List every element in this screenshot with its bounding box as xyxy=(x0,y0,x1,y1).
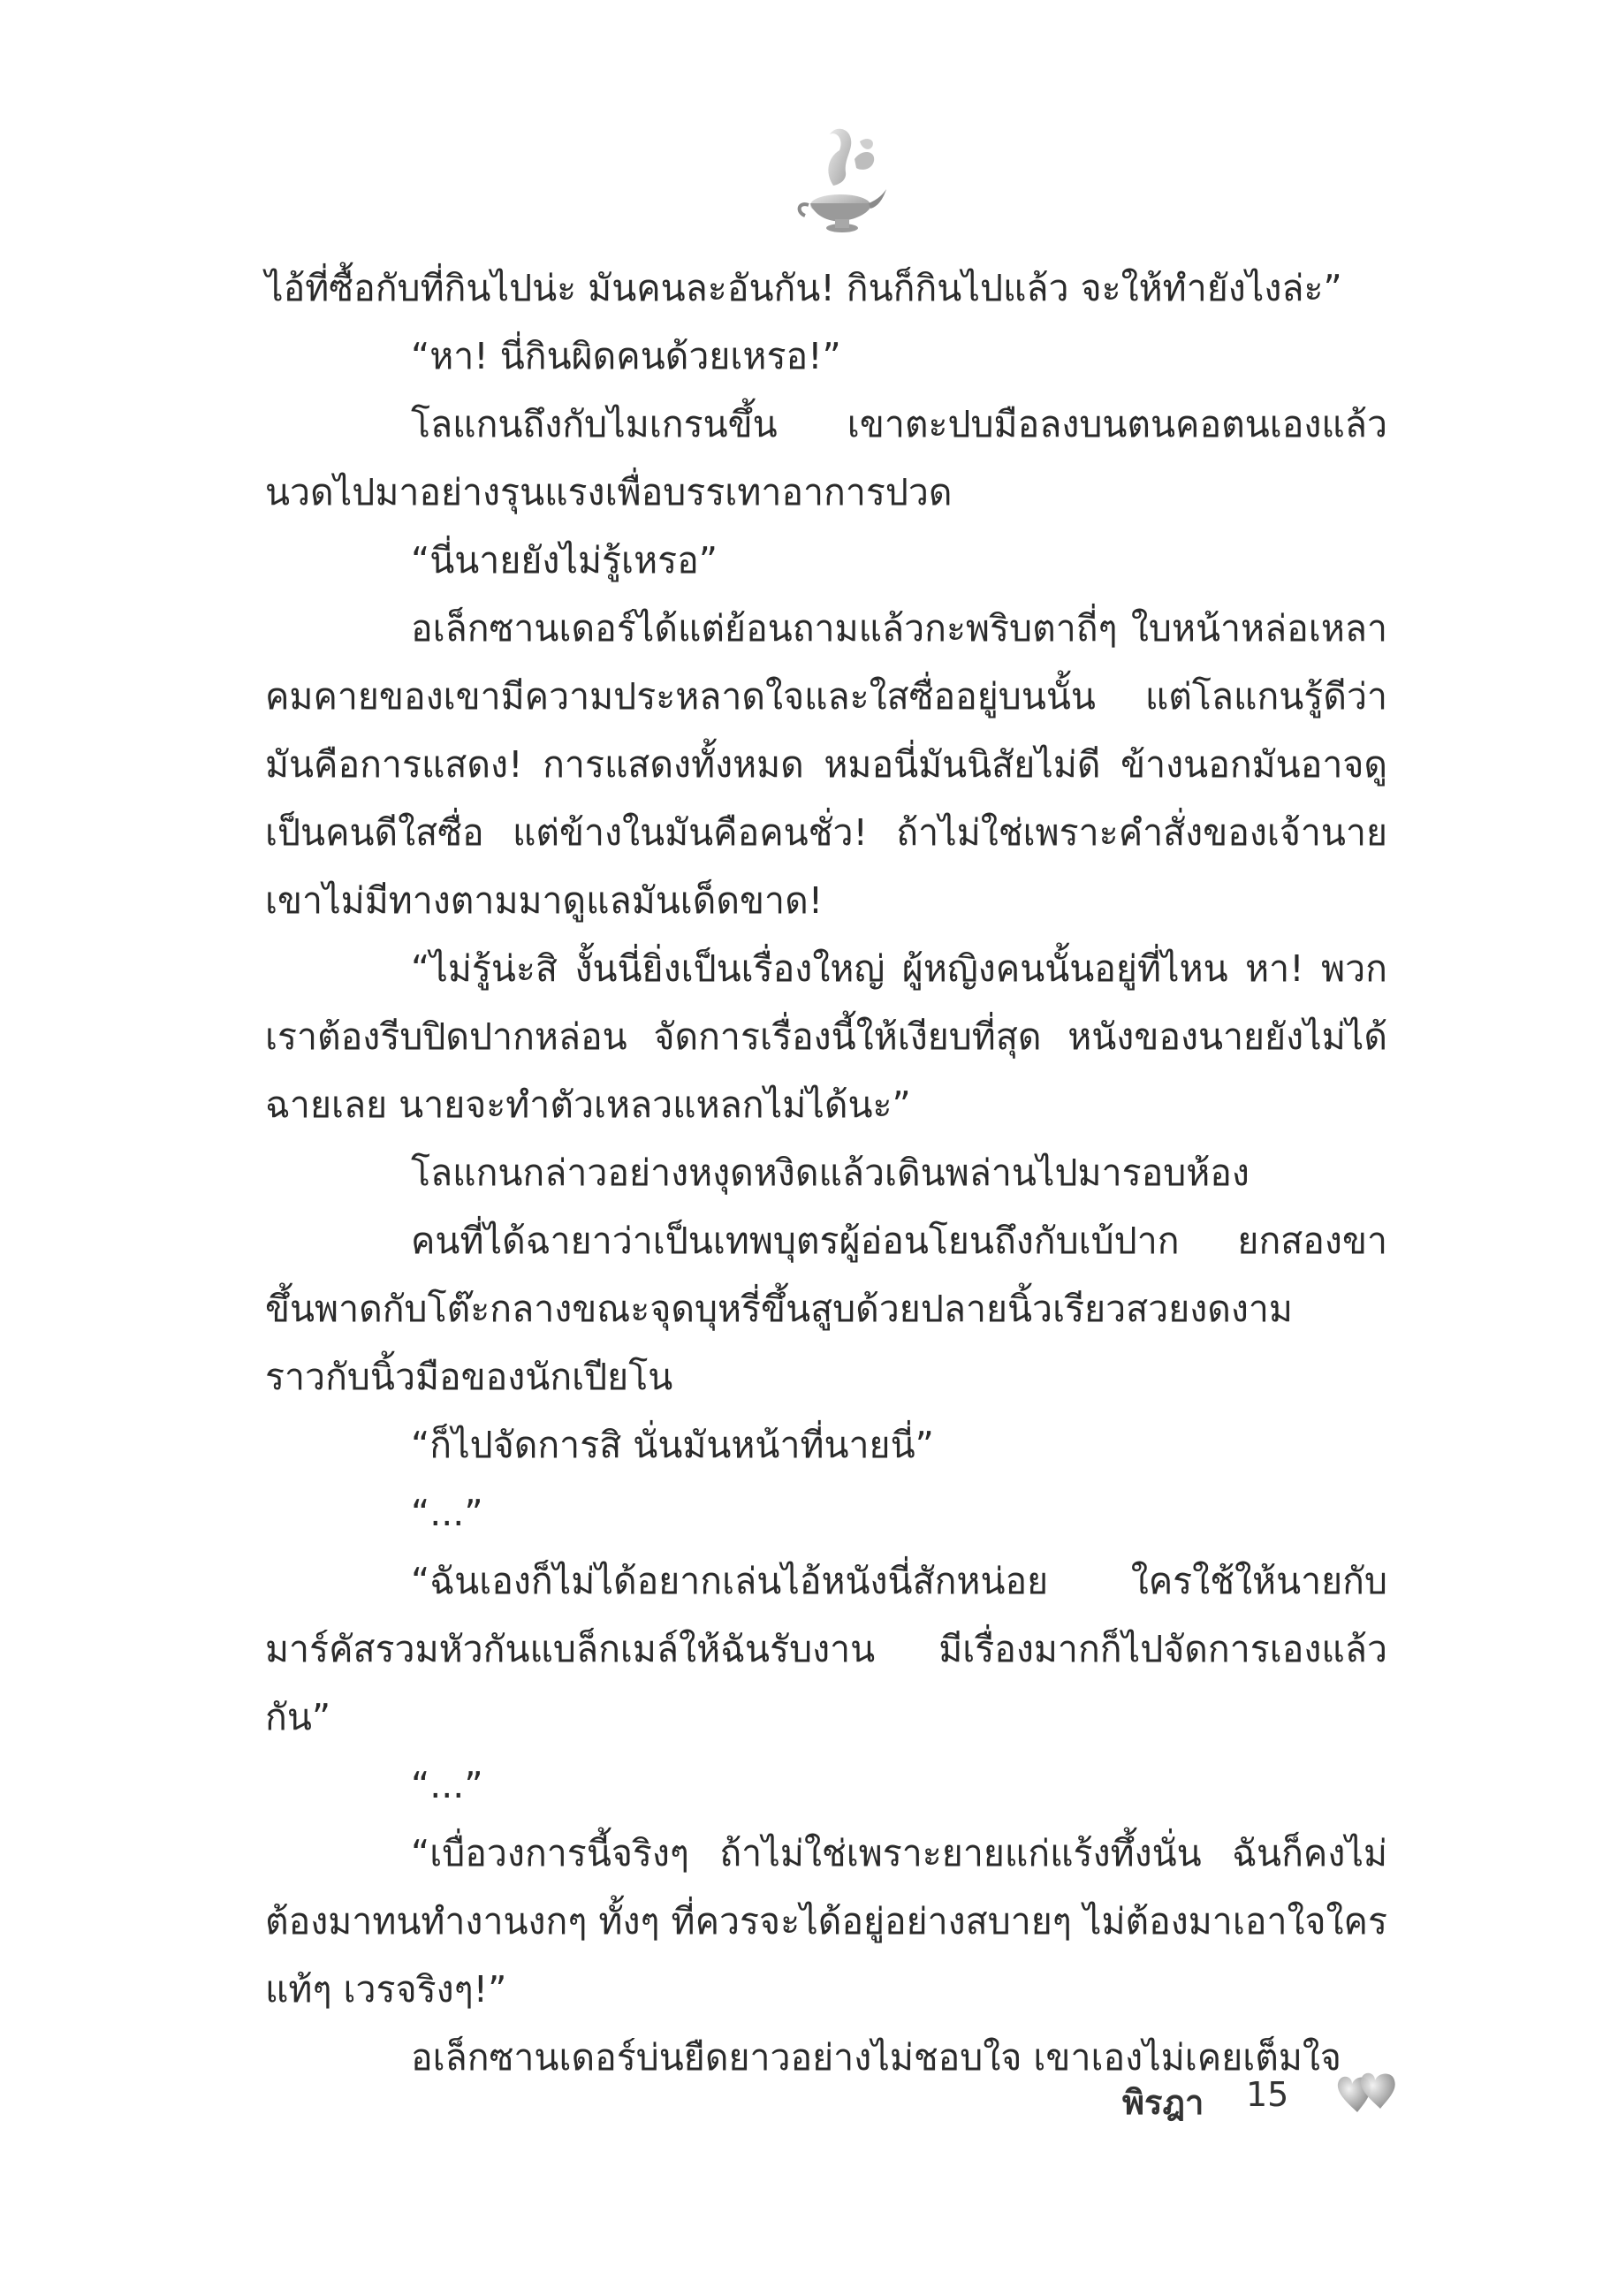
paragraph: โลแกนกล่าวอย่างหงุดหงิดแล้วเดินพล่านไปมารอบห้อง xyxy=(411,1152,1250,1194)
body-text xyxy=(265,255,1387,2092)
paragraph: อเล็กซานเดอร์บ่นยืดยาวอย่างไม่ชอบใจ เขาเองไม่เคยเต็มใจ xyxy=(411,2036,1341,2079)
paragraph: “นี่นายยังไม่รู้เหรอ” xyxy=(411,539,718,582)
paragraph: ไอ้ที่ซื้อกับที่กินไปน่ะ มันคนละอันกัน! กินก็กินไปแล้ว จะให้ทำยังไงล่ะ” xyxy=(265,267,1342,309)
genie-lamp-icon xyxy=(791,124,888,239)
paragraph: “ก็ไปจัดการสิ นั่นมันหน้าที่นายนี่” xyxy=(411,1424,934,1466)
paragraph: “ฉันเองก็ไม่ได้อยากเล่นไอ้หนังนี่สักหน่อย ใครใช้ให้นายกับมาร์คัสรวมหัวกันแบล็กเมล์ให้ฉันรับงาน มีเรื่องมากก็ไปจัดการเองแล้วกัน” xyxy=(265,1560,1387,1738)
paragraph: “...” xyxy=(411,1764,483,1806)
paragraph: “...” xyxy=(411,1492,483,1534)
paragraph: “หา! นี่กินผิดคนด้วยเหรอ!” xyxy=(411,335,841,377)
author-name: พิรฎา xyxy=(1122,2083,1204,2122)
hearts-icon xyxy=(1333,2068,1403,2125)
paragraph: “เบื่อวงการนี้จริงๆ ถ้าไม่ใช่เพราะยายแก่แร้งทึ้งนั่น ฉันก็คงไม่ต้องมาทนทำงานงกๆ ทั้งๆ ที่ควรจะได้อยู่อย่างสบายๆ ไม่ต้องมาเอาใจใครแท้ๆ เวรจริงๆ!” xyxy=(265,1832,1387,2011)
paragraph: อเล็กซานเดอร์ได้แต่ย้อนถามแล้วกะพริบตาถี่ๆ ใบหน้าหล่อเหลาคมคายของเขามีความประหลาดใจและใสซื่ออยู่บนนั้น แต่โลแกนรู้ดีว่ามันคือการแสดง! การแสดงทั้งหมด หมอนี่มันนิสัยไม่ดี ข้างนอกมันอาจดูเป็นคนดีใสซื่อ แต่ข้างในมันคือคนชั่ว! ถ้าไม่ใช่เพราะคำสั่งของเจ้านายเขาไม่มีทางตามมาดูแลมันเด็ดขาด! xyxy=(265,607,1387,922)
page-footer xyxy=(1122,2068,1414,2130)
paragraph: “ไม่รู้น่ะสิ งั้นนี่ยิ่งเป็นเรื่องใหญ่ ผู้หญิงคนนั้นอยู่ที่ไหน หา! พวกเราต้องรีบปิดปากหล่อน จัดการเรื่องนี้ให้เงียบที่สุด หนังของนายยังไม่ได้ฉายเลย นายจะทำตัวเหลวแหลกไม่ได้นะ” xyxy=(265,947,1387,1126)
page-number: 15 xyxy=(1246,2075,1289,2114)
paragraph: คนที่ได้ฉายาว่าเป็นเทพบุตรผู้อ่อนโยนถึงกับเบ้ปาก ยกสองขาขึ้นพาดกับโต๊ะกลางขณะจุดบุหรี่ขึ้นสูบด้วยปลายนิ้วเรียวสวยงดงามราวกับนิ้วมือของนักเปียโน xyxy=(265,1220,1387,1398)
paragraph: โลแกนถึงกับไมเกรนขึ้น เขาตะปบมือลงบนตนคอตนเองแล้วนวดไปมาอย่างรุนแรงเพื่อบรรเทาอาการปวด xyxy=(265,403,1387,513)
